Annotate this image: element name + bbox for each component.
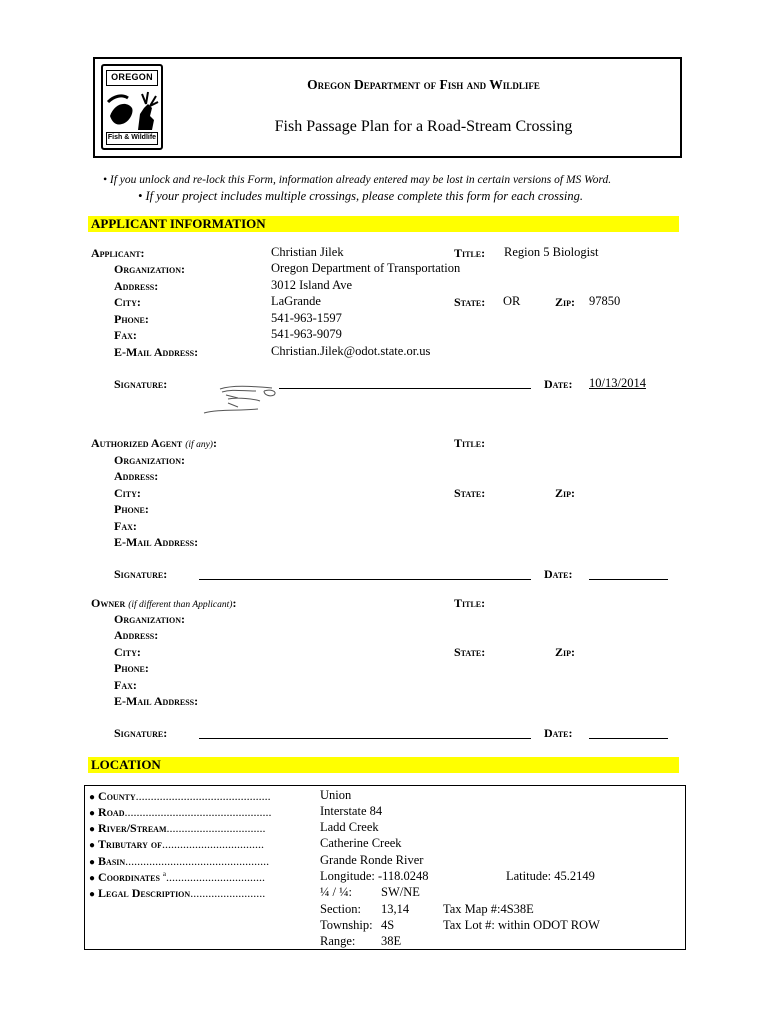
note-unlock: • If you unlock and re-lock this Form, information already entered may be lost in certain versions of MS Word.	[103, 174, 612, 186]
city-label: City:	[114, 295, 141, 309]
form-title: Fish Passage Plan for a Road-Stream Crossing	[274, 118, 573, 135]
fax-label: Fax:	[114, 328, 137, 342]
logo-bottom-text: Fish & Wildlife	[106, 132, 158, 145]
basin-field[interactable]: Grande Ronde River	[320, 853, 424, 867]
bullet-icon: ●	[89, 840, 96, 851]
agent-signature-label: Signature:	[114, 567, 168, 581]
applicant-fax-field[interactable]: 541-963-9079	[271, 327, 342, 341]
location-heading-text: LOCATION	[91, 757, 161, 772]
agent-zip-label: Zip:	[555, 486, 575, 500]
quarter-field[interactable]: SW/NE	[381, 885, 420, 899]
road-label: Road	[98, 805, 125, 819]
zip-label: Zip:	[555, 295, 575, 309]
header-box	[93, 57, 682, 158]
applicant-city-field[interactable]: LaGrande	[271, 294, 321, 308]
agent-organization-label: Organization:	[114, 453, 185, 467]
county-field[interactable]: Union	[320, 788, 352, 802]
applicant-organization-field[interactable]: Oregon Department of Transportation	[271, 261, 461, 275]
range-field[interactable]: 38E	[381, 934, 402, 948]
phone-label: Phone:	[114, 312, 149, 326]
logo-top-text: OREGON	[106, 70, 158, 86]
agent-label-group: Authorized Agent (if any):	[91, 436, 217, 450]
owner-label-group: Owner (if different than Applicant):	[91, 596, 237, 610]
email-label: E-Mail Address:	[114, 345, 199, 359]
applicant-phone-field[interactable]: 541-963-1597	[271, 311, 342, 325]
title-label: Title:	[454, 246, 486, 260]
bullet-icon: ●	[89, 792, 96, 803]
agent-address-label: Address:	[114, 469, 159, 483]
agent-state-label: State:	[454, 486, 486, 500]
section-field[interactable]: 13,14	[381, 902, 410, 916]
owner-zip-label: Zip:	[555, 645, 575, 659]
bullet-icon: ●	[89, 824, 96, 835]
applicant-label: Applicant:	[91, 246, 145, 260]
range-label: Range:	[320, 934, 356, 948]
tax-lot-field[interactable]: Tax Lot #: within ODOT ROW	[443, 918, 600, 932]
applicant-address-field[interactable]: 3012 Island Ave	[271, 278, 353, 292]
applicant-zip-field[interactable]: 97850	[589, 294, 621, 308]
township-field[interactable]: 4S	[381, 918, 395, 932]
tax-map-field[interactable]: Tax Map #:4S38E	[443, 902, 534, 916]
owner-address-label: Address:	[114, 628, 159, 642]
owner-label: Owner	[91, 596, 126, 610]
owner-email-label: E-Mail Address:	[114, 694, 199, 708]
tributary-label: Tributary of	[98, 837, 162, 851]
coordinates-footnote: a	[162, 870, 167, 878]
county-label: County	[98, 789, 136, 803]
applicant-name-field[interactable]: Christian Jilek	[271, 245, 344, 259]
agent-city-label: City:	[114, 486, 141, 500]
agent-label: Authorized Agent	[91, 436, 183, 450]
owner-phone-label: Phone:	[114, 661, 149, 675]
applicant-signature-line[interactable]	[279, 388, 531, 389]
bullet-icon: ●	[89, 889, 96, 900]
section-label: Section:	[320, 902, 361, 916]
township-label: Township:	[320, 918, 373, 932]
owner-title-label: Title:	[454, 596, 486, 610]
tributary-field[interactable]: Catherine Creek	[320, 836, 402, 850]
applicant-state-field[interactable]: OR	[503, 294, 521, 308]
owner-signature-line[interactable]	[199, 738, 531, 739]
state-label: State:	[454, 295, 486, 309]
owner-city-label: City:	[114, 645, 141, 659]
odfw-logo	[101, 64, 163, 150]
applicant-heading-text: APPLICANT INFORMATION	[91, 216, 266, 231]
applicant-email-field[interactable]: Christian.Jilek@odot.state.or.us	[271, 344, 431, 358]
organization-label: Organization:	[114, 262, 185, 276]
tributary-row-label: ● Tributary of..................................	[89, 837, 264, 851]
bullet-icon: ●	[89, 873, 96, 884]
owner-signature-label: Signature:	[114, 726, 168, 740]
applicant-title-field[interactable]: Region 5 Biologist	[504, 245, 599, 259]
longitude-field[interactable]: Longitude: -118.0248	[320, 869, 429, 883]
latitude-field[interactable]: Latitude: 45.2149	[506, 869, 595, 883]
bullet-icon: ●	[89, 808, 96, 819]
agent-phone-label: Phone:	[114, 502, 149, 516]
owner-date-line[interactable]	[589, 738, 668, 739]
owner-fax-label: Fax:	[114, 678, 137, 692]
agent-title-label: Title:	[454, 436, 486, 450]
agent-signature-line[interactable]	[199, 579, 531, 580]
basin-row-label: ● Basin................................................	[89, 854, 270, 868]
fish-elk-icon	[104, 86, 160, 136]
agent-date-label: Date:	[544, 567, 573, 581]
coordinates-label: Coordinates	[98, 870, 160, 884]
coordinates-row-label: ● Coordinates $^a$.................................	[89, 870, 266, 884]
agent-note: (if any)	[185, 440, 213, 450]
legal-label: Legal Description	[98, 886, 191, 900]
legal-row-label: ● Legal Description.........................	[89, 886, 266, 900]
owner-organization-label: Organization:	[114, 612, 185, 626]
location-section-heading	[88, 757, 679, 773]
river-label: River/Stream	[98, 821, 167, 835]
road-row-label: ● Road.................................................	[89, 805, 272, 819]
basin-label: Basin	[98, 854, 126, 868]
agent-email-label: E-Mail Address:	[114, 535, 199, 549]
agent-date-line[interactable]	[589, 579, 668, 580]
agent-fax-label: Fax:	[114, 519, 137, 533]
county-row-label: ● County.............................................	[89, 789, 271, 803]
signature-image	[198, 383, 280, 419]
owner-date-label: Date:	[544, 726, 573, 740]
owner-state-label: State:	[454, 645, 486, 659]
signature-label: Signature:	[114, 377, 168, 391]
agency-title: Oregon Department of Fish and Wildlife	[307, 77, 540, 92]
river-field[interactable]: Ladd Creek	[320, 820, 379, 834]
bullet-icon: ●	[89, 857, 96, 868]
owner-note: (if different than Applicant)	[128, 600, 233, 610]
road-field[interactable]: Interstate 84	[320, 804, 383, 818]
note-multiple-crossings: • If your project includes multiple crossings, please complete this form for each crossing.	[138, 189, 583, 203]
address-label: Address:	[114, 279, 159, 293]
applicant-section-heading	[88, 216, 679, 232]
quarter-label: ¼ / ¼:	[320, 885, 352, 899]
applicant-date-field[interactable]: 10/13/2014	[589, 376, 646, 390]
river-row-label: ● River/Stream.................................	[89, 821, 266, 835]
date-label: Date:	[544, 377, 573, 391]
